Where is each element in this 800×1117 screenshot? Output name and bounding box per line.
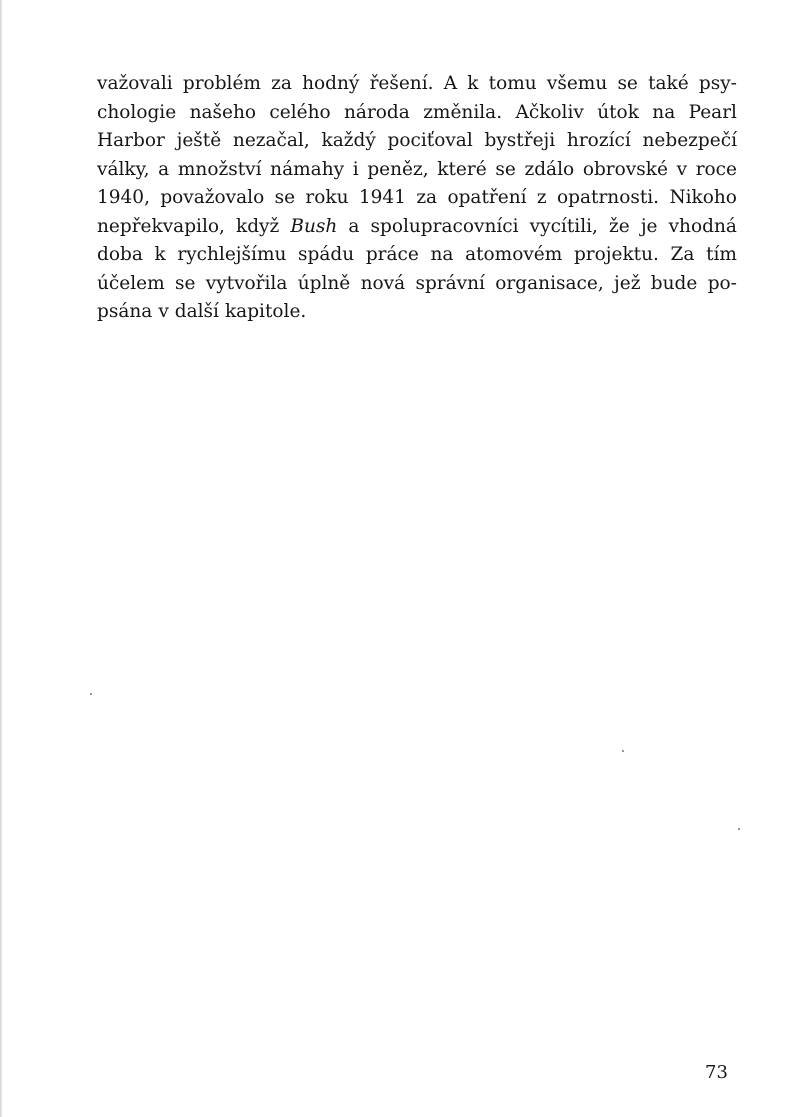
word: po-	[707, 272, 737, 294]
word: i	[352, 158, 359, 180]
word: všemu	[546, 73, 608, 94]
word: vytvořila	[205, 272, 288, 294]
word: a	[348, 215, 360, 237]
word: važovali	[97, 73, 173, 94]
text-line-4	[97, 156, 737, 185]
text-line-7	[97, 241, 737, 270]
word: úplně	[297, 272, 351, 294]
word: kapitole.	[224, 301, 307, 322]
word: vhodná	[668, 215, 737, 237]
word: za	[271, 73, 292, 94]
word: nezačal,	[232, 130, 310, 151]
word: k	[467, 73, 479, 94]
word: Harbor	[97, 130, 165, 151]
word: našeho	[189, 101, 257, 123]
word: že	[609, 215, 630, 237]
word: se	[495, 158, 516, 180]
word: další	[174, 301, 219, 322]
word: Za	[670, 244, 695, 265]
word: správní	[415, 272, 485, 294]
word-italic: Bush	[290, 215, 338, 237]
text-line-9	[97, 298, 737, 327]
paper-speck	[738, 828, 740, 830]
word: vycítili,	[529, 215, 598, 237]
word: ještě	[176, 130, 222, 151]
word: rychlejšímu	[177, 244, 287, 265]
word: národa	[344, 101, 410, 123]
word: tomu	[488, 73, 537, 94]
word: atomovém	[465, 244, 563, 265]
word: nebezpečí	[642, 130, 737, 151]
word: doba	[97, 244, 143, 265]
word: roce	[695, 158, 737, 180]
word: organisace,	[495, 272, 604, 294]
word: za	[416, 187, 438, 208]
word: se	[174, 272, 196, 294]
word: tím	[706, 244, 737, 265]
word: nepřekvapilo,	[97, 215, 225, 237]
text-line-1	[97, 70, 737, 99]
word: roku	[305, 187, 349, 208]
page-edge-shadow	[0, 0, 3, 1117]
word: Ačkoliv	[515, 101, 584, 123]
text-line-3	[97, 127, 737, 156]
word: Pearl	[688, 101, 737, 123]
word: hodný	[302, 73, 360, 94]
word: když	[235, 215, 280, 237]
word: a	[158, 158, 170, 180]
word: na	[652, 101, 676, 123]
word: bystřeji	[484, 130, 556, 151]
word: chologie	[97, 101, 177, 123]
word: psy-	[698, 73, 737, 94]
word: je	[640, 215, 658, 237]
word: jež	[614, 272, 641, 294]
word: spolupracovníci	[370, 215, 519, 237]
word: opatření	[447, 187, 527, 208]
word: k	[154, 244, 166, 265]
word: se	[617, 73, 638, 94]
word: z	[536, 187, 547, 208]
body-text	[97, 70, 737, 327]
word: 1940,	[97, 187, 150, 208]
word: v	[676, 158, 688, 180]
text-line-5	[97, 184, 737, 213]
word: 1941	[358, 187, 406, 208]
word: změnila.	[423, 101, 503, 123]
word: útok	[597, 101, 639, 123]
word: množství	[177, 158, 262, 180]
page-number: 73	[705, 1062, 728, 1083]
paper-speck	[622, 750, 624, 752]
word: projektu.	[573, 244, 659, 265]
word: také	[648, 73, 689, 94]
word: se	[274, 187, 296, 208]
word: námahy	[270, 158, 345, 180]
word: nová	[360, 272, 406, 294]
word: války,	[97, 158, 150, 180]
word: na	[430, 244, 454, 265]
word: v	[158, 301, 169, 322]
word: peněz,	[367, 158, 429, 180]
word: celého	[269, 101, 331, 123]
word: řešení.	[369, 73, 434, 94]
word: Nikoho	[669, 187, 737, 208]
word: hrozící	[566, 130, 631, 151]
word: opatrnosti.	[557, 187, 660, 208]
text-line-2	[97, 99, 737, 128]
word: pociťoval	[387, 130, 473, 151]
word: práce	[365, 244, 419, 265]
word: psána	[97, 301, 153, 322]
word: účelem	[97, 272, 165, 294]
word: zdálo	[524, 158, 575, 180]
word: bude	[650, 272, 698, 294]
word: považovalo	[160, 187, 265, 208]
text-line-6	[97, 213, 737, 242]
word: spádu	[298, 244, 355, 265]
paper-speck	[90, 693, 92, 695]
text-line-8	[97, 270, 737, 299]
word: obrovské	[582, 158, 668, 180]
word: každý	[321, 130, 376, 151]
word: které	[437, 158, 487, 180]
word: problém	[182, 73, 261, 94]
word: A	[443, 73, 458, 94]
